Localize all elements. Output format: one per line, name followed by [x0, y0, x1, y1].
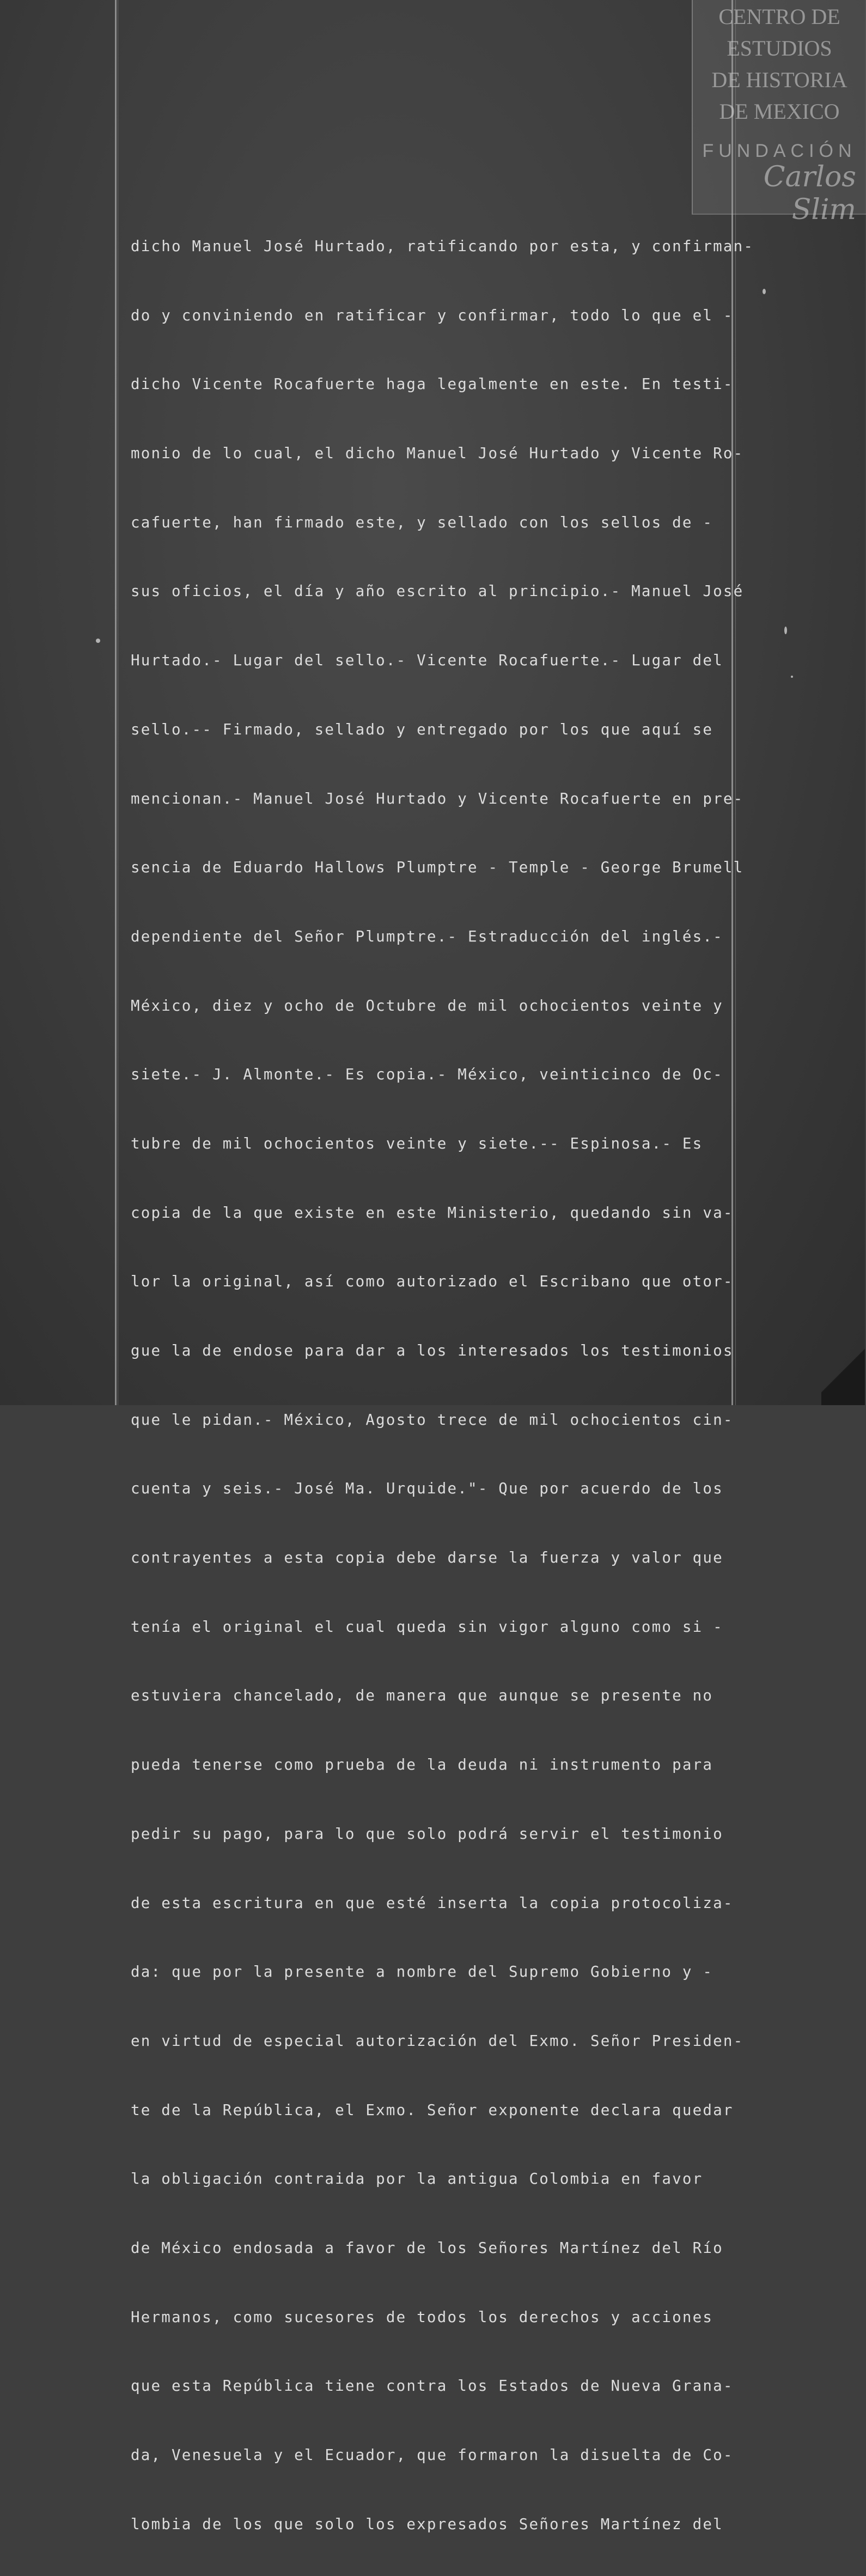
text-line: de México endosada a favor de los Señores Martínez del Río — [131, 2239, 723, 2257]
watermark-foundation: FUNDACIÓN — [702, 141, 857, 161]
text-line: tubre de mil ochocientos veinte y siete.-- Espinosa.- Es — [131, 1134, 703, 1152]
text-line: mencionan.- Manuel José Hurtado y Vicente Rocafuerte en pre- — [131, 789, 744, 807]
text-line: contrayentes a esta copia debe darse la fuerza y valor que — [131, 1549, 723, 1567]
text-line: copia de la que existe en este Ministerio, quedando sin va- — [131, 1204, 734, 1222]
text-line: sencia de Eduardo Hallows Plumptre - Temple - George Brumell — [131, 859, 744, 877]
text-line: en virtud de especial autorización del Exmo. Señor Presiden- — [131, 2032, 744, 2050]
text-line: da: que por la presente a nombre del Supremo Gobierno y - — [131, 1963, 713, 1981]
text-line: de esta escritura en que esté inserta la copia protocoliza- — [131, 1894, 734, 1912]
left-fold-line — [115, 0, 117, 1405]
watermark-signature: Carlos Slim — [763, 161, 856, 226]
text-line: que esta República tiene contra los Estados de Nueva Grana- — [131, 2377, 734, 2395]
text-line: te de la República, el Exmo. Señor exponente declara quedar — [131, 2101, 734, 2119]
text-line: pedir su pago, para lo que solo podrá servir el testimonio — [131, 1825, 723, 1843]
text-line: estuviera chancelado, de manera que aunque se presente no — [131, 1687, 713, 1705]
text-line: la obligación contraida por la antigua Colombia en favor — [131, 2170, 703, 2188]
text-line: sello.-- Firmado, sellado y entregado por los que aquí se — [131, 720, 713, 738]
torn-corner — [821, 1345, 865, 1405]
watermark-line-2: ESTUDIOS — [727, 36, 832, 60]
paper-speck — [763, 289, 766, 294]
text-line: que le pidan.- México, Agosto trece de mil ochocientos cin- — [131, 1411, 734, 1429]
text-line: dependiente del Señor Plumptre.- Estraducción del inglés.- — [131, 927, 723, 945]
text-line: tenía el original el cual queda sin vigor alguno como si - — [131, 1618, 723, 1636]
paper-speck — [784, 627, 787, 634]
watermark-line-3: DE HISTORIA — [711, 68, 847, 92]
archive-watermark — [692, 0, 866, 226]
paper-speck — [96, 639, 100, 643]
text-line: cafuerte, han firmado este, y sellado con los sellos de - — [131, 513, 713, 531]
text-line: siete.- J. Almonte.- Es copia.- México, veinticinco de Oc- — [131, 1066, 723, 1084]
text-line: México, diez y ocho de Octubre de mil ochocientos veinte y — [131, 997, 723, 1014]
text-line: monio de lo cual, el dicho Manuel José Hurtado y Vicente Ro- — [131, 445, 744, 463]
text-line: gue la de endose para dar a los interesados los testimonios — [131, 1342, 734, 1359]
text-line: Hermanos, como sucesores de todos los derechos y acciones — [131, 2308, 713, 2326]
text-line: do y conviniendo en ratificar y confirmar, todo lo que el - — [131, 306, 734, 324]
paper-speck — [791, 676, 793, 678]
typed-document-text — [131, 195, 752, 2576]
watermark-line-4: DE MEXICO — [719, 99, 840, 124]
text-line: lombia de los que solo los expresados Señores Martínez del — [131, 2515, 723, 2533]
text-line: Hurtado.- Lugar del sello.- Vicente Rocafuerte.- Lugar del — [131, 652, 723, 670]
text-line: sus oficios, el día y año escrito al principio.- Manuel José — [131, 582, 744, 600]
text-line: dicho Vicente Rocafuerte haga legalmente en este. En testi- — [131, 375, 734, 393]
text-line: lor la original, así como autorizado el Escribano que otor- — [131, 1273, 734, 1291]
text-line: pueda tenerse como prueba de la deuda ni instrumento para — [131, 1756, 713, 1774]
watermark-line-1: CENTRO DE — [718, 4, 840, 29]
text-line: cuenta y seis.- José Ma. Urquide."- Que por acuerdo de los — [131, 1480, 723, 1498]
text-line: da, Venesuela y el Ecuador, que formaron la disuelta de Co- — [131, 2446, 734, 2464]
text-line: dicho Manuel José Hurtado, ratificando por esta, y confirman- — [131, 238, 754, 255]
